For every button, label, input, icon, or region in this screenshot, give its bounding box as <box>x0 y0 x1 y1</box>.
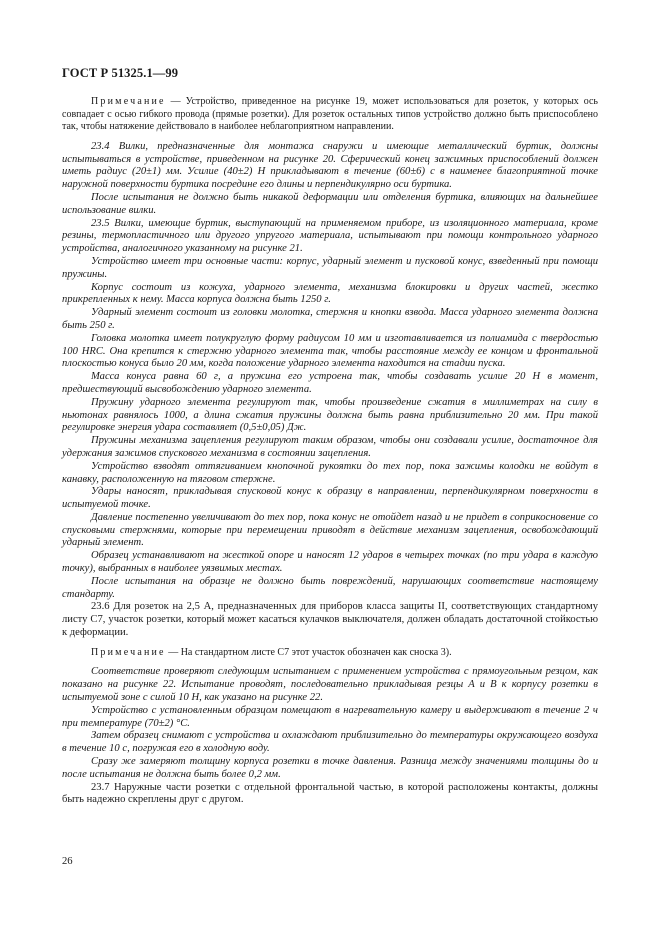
paragraph: Давление постепенно увеличивают до тех пор, пока конус не отойдет назад и не придет в соприкосновение со спусковыми стержнями, которые при перемещении приводят в действие механизм зацепления, освобождающий ударный элемент. <box>62 511 598 549</box>
paragraph: Сразу же замеряют толщину корпуса розетки в точке давления. Разница между значениями толщины до и после испытания не должна быть более 0,2 мм. <box>62 756 598 780</box>
note-paragraph <box>62 647 598 660</box>
section-23-7: 23.7 Наружные части розетки с отдельной фронтальной частью, в которой расположены контакты, должны быть надежно скреплены друг с другом. <box>62 781 598 806</box>
paragraph: Пружину ударного элемента регулируют так, чтобы произведение сжатия в миллиметрах на силу в ньютонах равнялось 1000, а длина сжатия пружины должна быть равна приблизительно 20 мм. При такой регулировке энергия удара составляет (0,5±0,05) Дж. <box>62 396 598 434</box>
paragraph: Устройство имеет три основные части: корпус, ударный элемент и пусковой конус, взведенный при помощи пружины. <box>62 255 598 280</box>
paragraph: Ударный элемент состоит из головки молотка, стержня и кнопки взвода. Масса ударного элемента должна быть 250 г. <box>62 307 598 331</box>
paragraph: Устройство взводят оттягиванием кнопочной рукоятки до тех пор, пока зажимы колодки не войдут в канавку, расположенную на тяговом стержне. <box>62 460 598 485</box>
paragraph: Головка молотка имеет полукруглую форму радиусом 10 мм и изготавливается из полиамида с твердостью 100 HRC. Она крепится к стержню ударного элемента так, чтобы расстояние между ее концом и фронтальной плоскостью конуса было 20 мм, когда положение ударного элемента находится на стадии пуска. <box>62 332 598 370</box>
paragraph: 23.5 Вилки, имеющие буртик, выступающий на применяемом приборе, из изоляционного материала, кроме резины, термопластичного или другого упругого материала, испытывают при помощи контрольного ударного устройства, аналогичного указанному на рисунке 21. <box>62 217 598 255</box>
note-label: Примечание <box>91 96 166 107</box>
section-23-6: 23.6 Для розеток на 2,5 А, предназначенных для приборов класса защиты II, соответствующих стандартному листу С7, участок розетки, который может касаться кулачков выключателя, должен обладать достаточной стойкостью к деформации. <box>62 601 598 639</box>
paragraph: Затем образец снимают с устройства и охлаждают приблизительно до температуры окружающего воздуха в течение 10 с, погружая его в холодную воду. <box>62 730 598 755</box>
page-number: 26 <box>62 856 73 867</box>
note-label: Примечание <box>91 646 166 658</box>
paragraph: 23.4 Вилки, предназначенные для монтажа снаружи и имеющие металлический буртик, должны испытываться в устройстве, приведенном на рисунке 20. Сферический конец зажимных приспособлений должен иметь радиус (20±1) мм. Усилие (40±2) Н прикладывают в течение (60±6) с в наименее благоприятной точке наружной поверхности буртика посредине его длины и перпендикулярно оси буртика. <box>62 140 598 191</box>
note-text: — Устройство, приведенное на рисунке 19, может использоваться для розеток, у которых ось совпадает с осью гибкого провода (прямые розетки). Для розеток остальных типов устройство должно быть приспособлено так, чтобы натяжение действовало в наиболее неблагоприятном направлении. <box>62 96 598 133</box>
standard-header: ГОСТ Р 51325.1—99 <box>62 66 179 80</box>
note-paragraph <box>62 96 598 134</box>
page-body <box>62 96 598 807</box>
paragraph: Корпус состоит из кожуха, ударного элемента, механизма блокировки и других частей, жестко прикрепленных к нему. Масса корпуса должна быть 1250 г. <box>62 281 598 306</box>
paragraph: Масса конуса равна 60 г, а пружина его устроена так, чтобы создавать усилие 20 Н в момент, предшествующий высвобождению ударного элемента. <box>62 371 598 395</box>
paragraph: Удары наносят, прикладывая спусковой конус к образцу в направлении, перпендикулярном поверхности в испытуемой точке. <box>62 486 598 511</box>
paragraph: После испытания на образце не должно быть повреждений, нарушающих соответствие настоящему стандарту. <box>62 575 598 600</box>
note-text: — На стандартном листе С7 этот участок обозначен как сноска 3). <box>165 646 452 658</box>
paragraph: Пружины механизма зацепления регулируют таким образом, чтобы они создавали усилие, достаточное для удержания зажимов спускового механизма в состоянии зацепления. <box>62 435 598 459</box>
paragraph: Устройство с установленным образцом помещают в нагревательную камеру и выдерживают в течение 2 ч при температуре (70±2) °С. <box>62 704 598 729</box>
paragraph: Соответствие проверяют следующим испытанием с применением устройства с прямоугольным резцом, как показано на рисунке 22. Испытание проводят, последовательно прикладывая резцы А и В к корпусу розетки в испытуемой зоне с силой 10 Н, как указано на рисунке 22. <box>62 666 598 704</box>
paragraph: Образец устанавливают на жесткой опоре и наносят 12 ударов в четырех точках (по три удара в каждую точку), выбранных в наиболее уязвимых местах. <box>62 550 598 575</box>
paragraph: После испытания не должно быть никакой деформации или отделения буртика, влияющих на дальнейшее использование вилки. <box>62 191 598 216</box>
